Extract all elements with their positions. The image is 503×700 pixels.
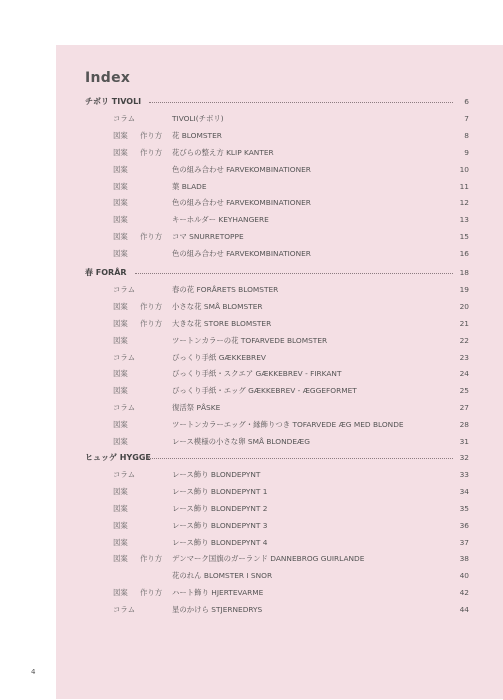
toc-entry-row[interactable] [0, 334, 503, 348]
entry-page-number: 21 [459, 318, 469, 328]
entry-page-number: 8 [464, 130, 469, 140]
toc-entry-row[interactable] [0, 536, 503, 550]
entry-page-number: 9 [464, 147, 469, 157]
toc-entry-row[interactable] [0, 283, 503, 297]
entry-title: コマ SNURRETOPPE [172, 232, 244, 242]
entry-title: 小さな花 SMÅ BLOMSTER [172, 301, 263, 311]
entry-category-label: 図案 [113, 249, 128, 259]
entry-title: 復活祭 PÅSKE [172, 403, 221, 413]
entry-howto-label: 作り方 [140, 588, 163, 598]
toc-entry-row[interactable] [0, 401, 503, 415]
entry-title: ツートンカラーエッグ・縁飾りつき TOFARVEDE ÆG MED BLONDE [172, 420, 404, 430]
toc-entry-row[interactable] [0, 468, 503, 482]
entry-category-label: 図案 [113, 386, 128, 396]
entry-page-number: 10 [459, 164, 469, 174]
entry-page-number: 35 [459, 503, 469, 513]
entry-page-number: 23 [459, 352, 469, 362]
entry-page-number: 36 [459, 520, 469, 530]
dotted-leader [149, 102, 453, 103]
entry-title: 花びらの整え方 KLIP KANTER [172, 147, 274, 157]
toc-entry-row[interactable] [0, 435, 503, 449]
page-title: Index [85, 70, 131, 86]
entry-category-label: 図案 [113, 503, 128, 513]
entry-category-label: 図案 [113, 130, 128, 140]
entry-title: 春の花 FORÅRETS BLOMSTER [172, 284, 279, 294]
toc-entry-row[interactable] [0, 418, 503, 432]
section-heading-row[interactable] [0, 95, 503, 109]
toc-entry-row[interactable] [0, 519, 503, 533]
entry-page-number: 42 [459, 588, 469, 598]
entry-page-number: 13 [459, 215, 469, 225]
entry-page-number: 15 [459, 232, 469, 242]
dotted-leader [148, 458, 453, 459]
entry-title: 花 BLOMSTER [172, 130, 222, 140]
entry-page-number: 38 [459, 554, 469, 564]
entry-page-number: 19 [459, 284, 469, 294]
section-heading: チボリ TIVOLI [85, 97, 142, 106]
entry-title: ハート飾り HJERTEVARME [172, 588, 264, 598]
entry-page-number: 22 [459, 335, 469, 345]
entry-page-number: 33 [459, 469, 469, 479]
toc-entry-row[interactable] [0, 300, 503, 314]
entry-category-label: コラム [113, 113, 136, 123]
entry-category-label: 図案 [113, 437, 128, 446]
entry-title: レース飾り BLONDEPYNT 2 [172, 503, 268, 513]
entry-page-number: 40 [459, 571, 469, 581]
section-heading: 春 FORÅR [85, 268, 127, 277]
entry-howto-label: 作り方 [140, 554, 163, 564]
entry-title: デンマーク国旗のガーランド DANNEBROG GUIRLANDE [172, 554, 365, 564]
toc-entry-row[interactable] [0, 129, 503, 143]
entry-category-label: 図案 [113, 164, 128, 174]
entry-howto-label: 作り方 [140, 147, 163, 157]
entry-page-number: 37 [459, 537, 469, 547]
toc-entry-row[interactable] [0, 146, 503, 160]
entry-title: 色の組み合わせ FARVEKOMBINATIONER [172, 164, 311, 174]
toc-entry-row[interactable] [0, 180, 503, 194]
entry-category-label: 図案 [113, 369, 128, 379]
entry-page-number: 28 [459, 420, 469, 430]
entry-page-number: 25 [459, 386, 469, 396]
entry-title: レース飾り BLONDEPYNT 3 [172, 520, 268, 530]
entry-title: レース飾り BLONDEPYNT [172, 469, 261, 479]
entry-howto-label: 作り方 [140, 301, 163, 311]
entry-category-label: 図案 [113, 554, 128, 564]
toc-entry-row[interactable] [0, 552, 503, 566]
entry-title: レース模様の小さな卵 SMÅ BLONDEÆG [172, 437, 310, 446]
toc-entry-row[interactable] [0, 351, 503, 365]
entry-category-label: 図案 [113, 181, 128, 191]
entry-category-label: 図案 [113, 232, 128, 242]
section-page-number: 32 [459, 453, 469, 462]
section-heading: ヒュッゲ HYGGE [85, 453, 151, 462]
entry-category-label: 図案 [113, 301, 128, 311]
section-heading-row[interactable] [0, 266, 503, 280]
entry-page-number: 31 [459, 437, 469, 446]
entry-category-label: コラム [113, 605, 136, 615]
section-page-number: 6 [464, 97, 469, 106]
entry-title: 花のれん BLOMSTER I SNOR [172, 571, 273, 581]
entry-title: びっくり手紙・エッグ GÆKKEBREV - ÆGGEFORMET [172, 386, 357, 396]
entry-title: キーホルダー KEYHANGERE [172, 215, 269, 225]
entry-category-label: 図案 [113, 486, 128, 496]
entry-page-number: 27 [459, 403, 469, 413]
section-heading-row[interactable] [0, 451, 503, 465]
entry-page-number: 34 [459, 486, 469, 496]
entry-category-label: 図案 [113, 420, 128, 430]
entry-title: 葉 BLADE [172, 181, 207, 191]
entry-title: レース飾り BLONDEPYNT 4 [172, 537, 268, 547]
entry-page-number: 7 [464, 113, 469, 123]
entry-title: びっくり手紙 GÆKKEBREV [172, 352, 266, 362]
page-number: 4 [31, 668, 36, 676]
entry-title: 大きな花 STORE BLOMSTER [172, 318, 272, 328]
entry-page-number: 16 [459, 249, 469, 259]
entry-category-label: 図案 [113, 318, 128, 328]
dotted-leader [135, 273, 453, 274]
entry-category-label: コラム [113, 352, 136, 362]
entry-title: ツートンカラーの花 TOFARVEDE BLOMSTER [172, 335, 328, 345]
entry-category-label: 図案 [113, 147, 128, 157]
entry-page-number: 24 [459, 369, 469, 379]
toc-entry-row[interactable] [0, 603, 503, 617]
toc-entry-row[interactable] [0, 367, 503, 381]
entry-title: 星のかけら STJERNEDRYS [172, 605, 263, 615]
entry-category-label: 図案 [113, 198, 128, 208]
toc-entry-row[interactable] [0, 163, 503, 177]
toc-entry-row[interactable] [0, 317, 503, 331]
entry-title: TIVOLI(チボリ) [172, 113, 224, 123]
toc-entry-row[interactable] [0, 384, 503, 398]
entry-category-label: 図案 [113, 215, 128, 225]
toc-entry-row[interactable] [0, 213, 503, 227]
entry-title: レース飾り BLONDEPYNT 1 [172, 486, 268, 496]
entry-page-number: 44 [459, 605, 469, 615]
toc-entry-row[interactable] [0, 230, 503, 244]
entry-title: 色の組み合わせ FARVEKOMBINATIONER [172, 198, 311, 208]
entry-howto-label: 作り方 [140, 232, 163, 242]
entry-category-label: コラム [113, 469, 136, 479]
entry-page-number: 11 [459, 181, 469, 191]
entry-title: びっくり手紙・スクエア GÆKKEBREV - FIRKANT [172, 369, 342, 379]
toc-entry-row[interactable] [0, 196, 503, 210]
entry-howto-label: 作り方 [140, 130, 163, 140]
toc-entry-row[interactable] [0, 485, 503, 499]
entry-category-label: 図案 [113, 520, 128, 530]
entry-page-number: 12 [459, 198, 469, 208]
toc-entry-row[interactable] [0, 586, 503, 600]
toc-entry-row[interactable] [0, 502, 503, 516]
entry-category-label: 図案 [113, 537, 128, 547]
section-page-number: 18 [459, 268, 469, 277]
toc-entry-row[interactable] [0, 247, 503, 261]
toc-entry-row[interactable] [0, 569, 503, 583]
entry-category-label: コラム [113, 284, 136, 294]
entry-category-label: コラム [113, 403, 136, 413]
entry-title: 色の組み合わせ FARVEKOMBINATIONER [172, 249, 311, 259]
toc-entry-row[interactable] [0, 112, 503, 126]
entry-page-number: 20 [459, 301, 469, 311]
entry-category-label: 図案 [113, 335, 128, 345]
entry-howto-label: 作り方 [140, 318, 163, 328]
entry-category-label: 図案 [113, 588, 128, 598]
